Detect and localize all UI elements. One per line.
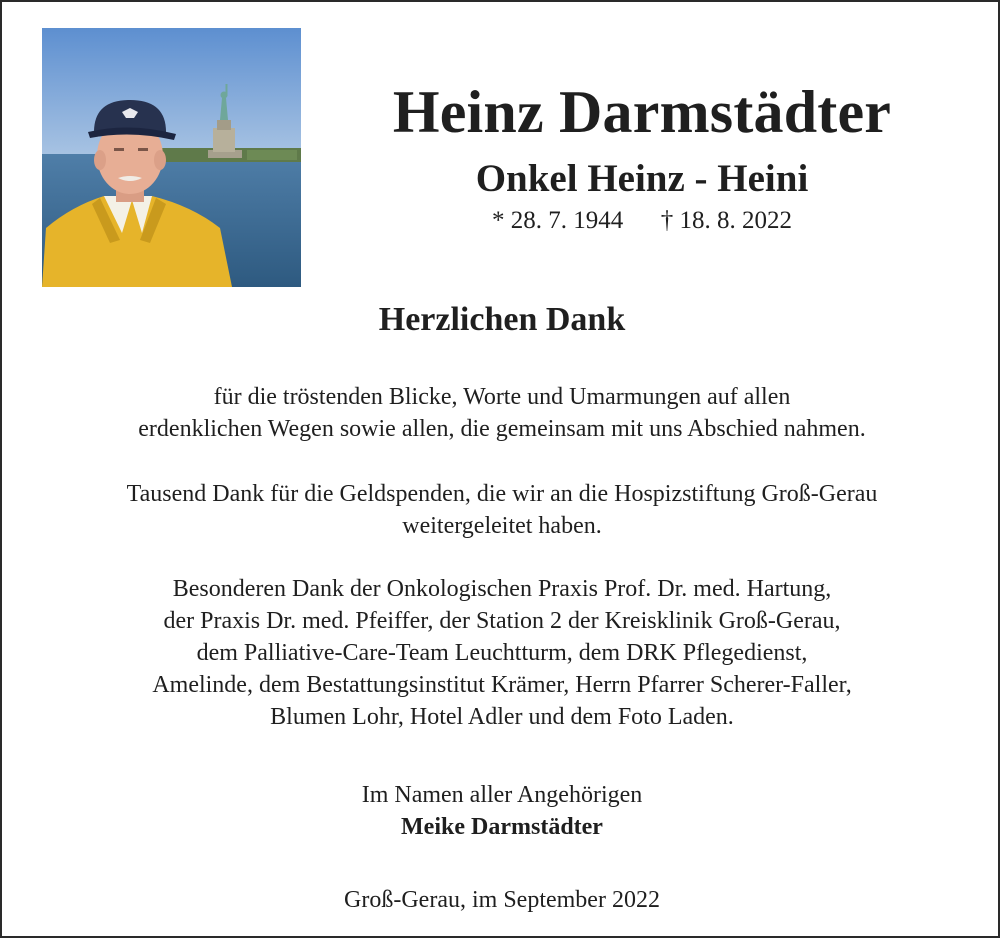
paragraph-line: erdenklichen Wegen sowie allen, die gemeinsam mit uns Abschied nahmen. — [138, 416, 866, 442]
paragraph-line: für die tröstenden Blicke, Worte und Umarmungen auf allen — [213, 384, 791, 410]
paragraph-line: Blumen Lohr, Hotel Adler und dem Foto Laden. — [270, 704, 734, 730]
portrait-photo — [42, 28, 301, 287]
paragraph-line: Besonderen Dank der Onkologischen Praxis Prof. Dr. med. Hartung, — [172, 576, 832, 602]
paragraph-comfort — [42, 381, 962, 445]
thanks-heading: Herzlichen Dank — [378, 301, 626, 338]
closing-line: Im Namen aller Angehörigen — [361, 782, 643, 808]
life-dates — [332, 204, 952, 238]
paragraph-line: Amelinde, dem Bestattungsinstitut Krämer, Herrn Pfarrer Scherer-Faller, — [152, 672, 852, 698]
paragraph-line: der Praxis Dr. med. Pfeiffer, der Station 2 der Kreisklinik Groß-Gerau, — [163, 608, 841, 634]
nickname: Onkel Heinz - Heini — [475, 157, 809, 200]
deceased-name: Heinz Darmstädter — [392, 79, 892, 145]
paragraph-line: weitergeleitet haben. — [402, 513, 602, 539]
paragraph-line: dem Palliative-Care-Team Leuchtturm, dem DRK Pflegedienst, — [196, 640, 808, 666]
place-date: Groß-Gerau, im September 2022 — [344, 887, 660, 913]
paragraph-donations — [42, 478, 962, 542]
paragraph-special-thanks — [42, 573, 962, 733]
signer-name: Meike Darmstädter — [401, 814, 603, 840]
closing-block — [42, 779, 962, 843]
paragraph-line: Tausend Dank für die Geldspenden, die wir an die Hospizstiftung Groß-Gerau — [126, 481, 878, 507]
death-date: † 18. 8. 2022 — [660, 207, 792, 234]
birth-date: * 28. 7. 1944 — [492, 207, 624, 234]
